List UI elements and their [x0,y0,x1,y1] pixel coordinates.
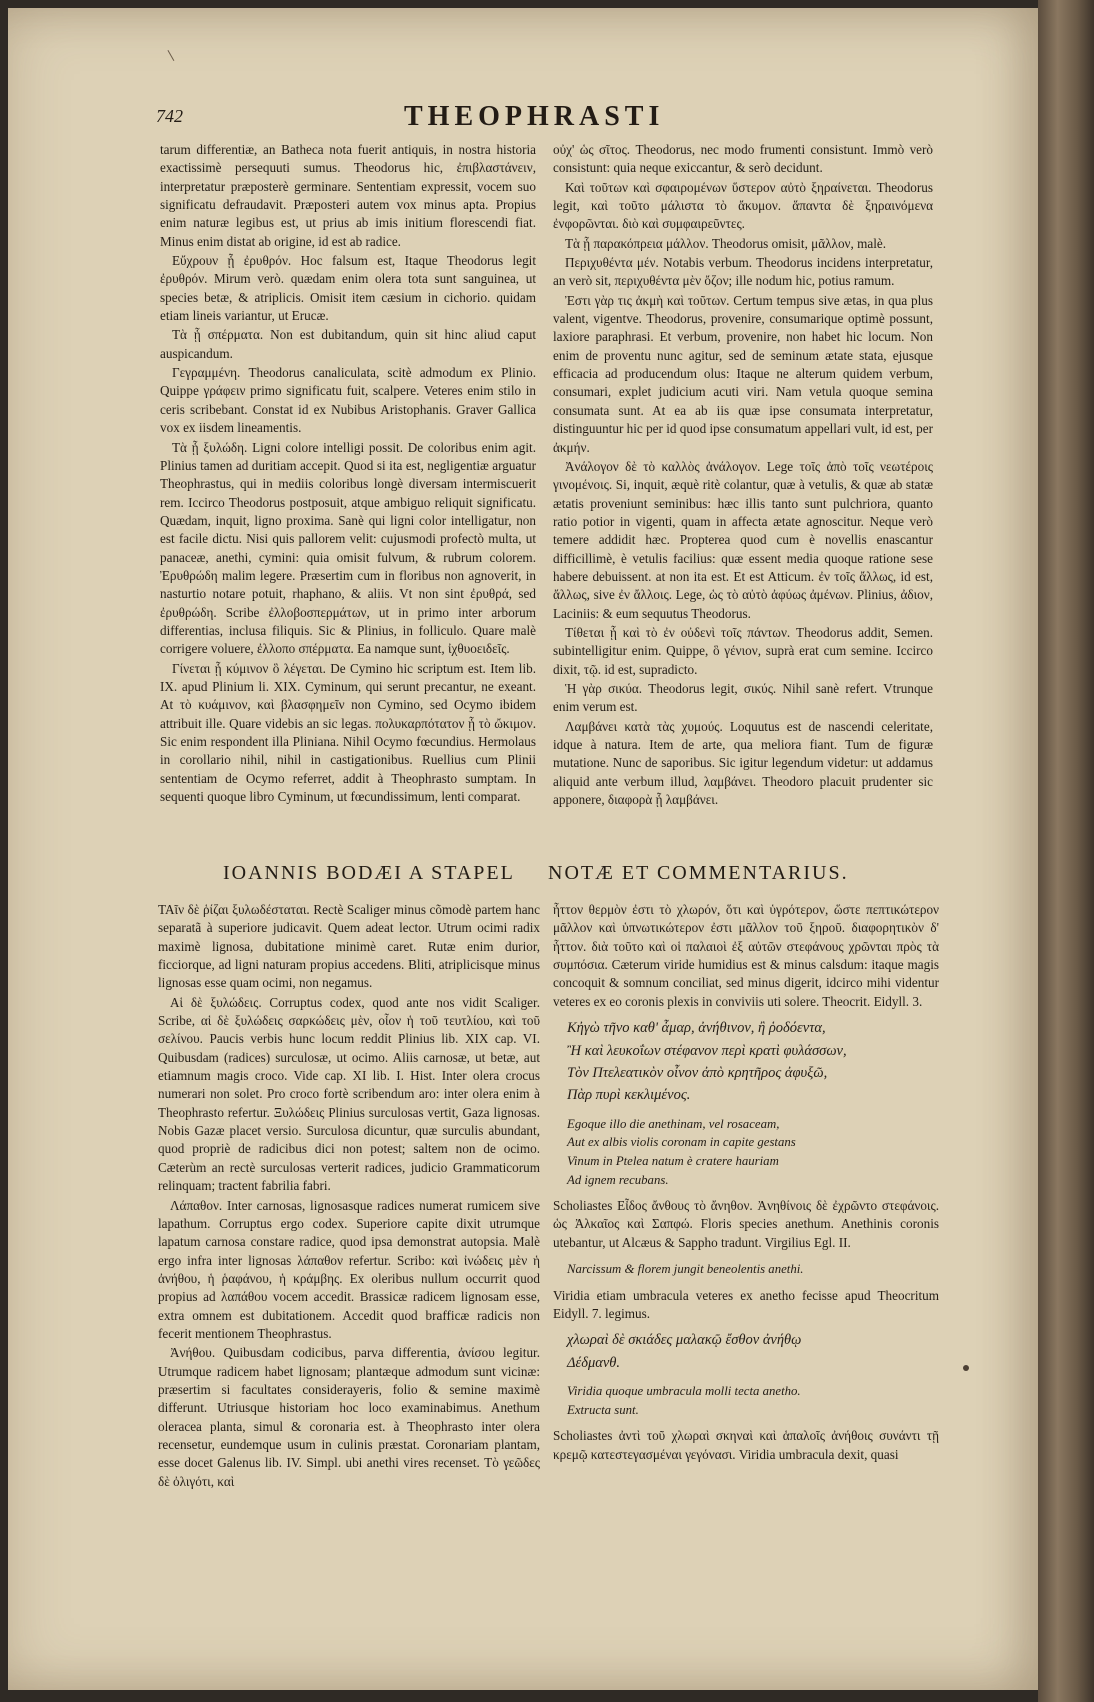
lower-right-column [553,901,939,1617]
latin-verse [567,1115,939,1189]
verse-line: Ad ignem recubans. [567,1172,669,1187]
paragraph: tarum differentiæ, an Batheca nota fuerit antiquis, in nostra historia exactissimè persequuti sumus. Theodorus hic, ἐπιβλαστάνειν, interpretatur præposterè germinare. Sententiam expressit, vocem suo significatu defraudavit. Præposteri autem vox minus apta. Propius enim naturæ legibus est, ut prius ab imis initium florescendi fiat. Minus enim distat ab origine, id est ab radice. [160,142,536,249]
paragraph: Ἐστι γὰρ τις ἀκμὴ καὶ τοῦτων. Certum tempus sive ætas, in qua plus valent, vigentve. Theodorus, provenire, consumarique optimè possunt, laxiore paraphrasi. Et verbum, provenire, non habet hic locum. Non enim de proventu nunc agitur, sed de seminum ætate stata, ejusque efficacia ad producendum olus: Itaque ne alterum quidem verbum, consumari, explet judicium acuti viri. Nam vetula quoque semina consumata sunt. At ea ab iis quæ ipse consumata interpretatur, distinguuntur hic per id quod ipse consumatum appellari vult, id est, per ἀκμήν. [553,292,933,455]
verse-line: Τὸν Πτελεατικὸν οἶνον ἀπὸ κρητῆρος ἀφυξῶ, [567,1065,828,1081]
page-number: 742 [156,106,183,126]
verse-line: χλωραὶ δὲ σκιάδες μαλακῷ ἔσθον ἀνήθῳ [567,1332,802,1349]
book-page [8,8,1046,1690]
verse-line: Extructa sunt. [567,1402,639,1417]
latin-verse [567,1260,939,1279]
paragraph: Ἡ γὰρ σικύα. Theodorus legit, σικύς. Nihil sanè refert. Vtrunque enim verum est. [553,680,933,715]
verse-line: Viridia quoque umbracula molli tecta anetho. [567,1384,801,1399]
running-head: THEOPHRASTI [404,101,665,132]
paragraph: Viridia etiam umbracula veteres ex anetho fecisse apud Theocritum Eidyll. 7. legimus. [553,1287,939,1322]
verse-line: Κἠγὼ τῆνο καθ' ἆμαρ, ἀνήθινον, ἢ ῥοδόεντα, [567,1020,826,1037]
greek-verse [567,1329,939,1374]
ink-spot [963,1365,969,1371]
upper-left-column [160,141,536,853]
paragraph: Ἀνάλογον δὲ τὸ καλλὸς ἀνάλογον. Lege τοῖς ἀπὸ τοῖς νεωτέροις γινομένοις. Si, inquit, æquè ritè colantur, quæ à vetulis, & quæ ab statæ ætatis proveniunt seminibus: hæc illis tanto sunt pulchriora, quanto ratio potior in vigenti, quam in affecta ætate agnoscitur. Neque verò temere addidit hæc. Propterea quod cum è novellis enascantur difficillimè, è vetulis facilius: quæ essent media quoque ratione sese habere debuissent. at non ita est. Et est Atticum. ἐν τοῖς ἄλλως, id est, ἄλλως, sive ἐν ἄλλοις. Lege, ὡς τὸ αὐτὸ ἀφύως ἀμένων. Plinius, ἀδιον, Laciniis: & eum sequutus Theodorus. [553,458,933,621]
paragraph: Αἱ δὲ ξυλώδεις. Corruptus codex, quod ante nos vidit Scaliger. Scribe, αἱ δὲ ξυλώδεις σαρκώδεις μὲν, οἷον ἡ τοῦ τευτλίου, καὶ τοῦ σελίνου. Paucis verbis hunc locum reddit Plinius lib. XIX cap. VI. Quibusdam (radices) surculosæ, ut ocimo. Aliis carnosæ, ut betæ, aut etiamnum magis croco. Vide cap. XI lib. I. Hist. Inter olera crocus numerari non solet. Pro croco fortè scribendum aro: inter olera enim à Theophrasto refertur. Ξυλώδεις Plinius surculosas vertit, Gaza lignosas. Nobis Gazæ placet versio. Surculosa dicuntur, quæ surculis abundant, quod propriè de radicibus dici non potest; saltem non de ocimo. Cæterùm an rectè surculosas verterit radices, judicio Grammaticorum relinquam; tractent fabrilia fabri. [158,994,540,1194]
paragraph: Scholiastes Εἶδος ἄνθους τὸ ἄνηθον. Ἀνηθίνοις δὲ ἐχρῶντο στεφάνοις. ὡς Ἀλκαῖος καὶ Σαπφώ. Floris species anethum. Anethinis coronis utebantur, ut Alcæus & Sappho tradunt. Virgilius Egl. II. [553,1198,939,1250]
paragraph: Τὰ ᾗ παρακόπρεια μάλλον. Theodorus omisit, μᾶλλον, malè. [565,235,887,251]
paragraph: Τίθεται ᾗ καὶ τὸ ἐν οὐδενὶ τοῖς πάντων. Theodorus addit, Semen. subintelligitur enim. Quippe, ὃ γένιον, suprà erat cum semine. Iccirco dixit, τῷ. id est, supradicto. [553,624,933,677]
paragraph: Καὶ τοῦτων καὶ σφαιρομένων ὕστερον αὐτὸ ξηραίνεται. Theodorus legit, καὶ τοῦτο μάλιστα τὸ ἄκυμον. ἅπαντα δὲ ξηραινόμενα ἐνφορῶνται. διὸ καὶ συμφαιρεῦντες. [553,179,933,232]
commentary-heading-title: NOTÆ ET COMMENTARIUS. [548,862,849,884]
greek-verse [567,1017,939,1107]
verse-line: Ἢ καὶ λευκοΐων στέφανον περὶ κρατὶ φυλάσσων, [567,1042,847,1059]
lower-left-column [158,901,540,1617]
upper-right-column [553,141,933,853]
verse-line: Egoque illo die anethinam, vel rosaceam, [567,1116,780,1131]
paragraph: Περιχυθέντα μέν. Notabis verbum. Theodorus incidens interpretatur, an verò sit, περιχυθέντα μὲν ὄζον; ille nodum hic, potius ramum. [553,255,933,289]
book-binding [1038,0,1094,1702]
paragraph: Λάπαθον. Inter carnosas, lignosasque radices numerat rumicem sive lapathum. Corruptus ergo codex. Superiore capite dixit utrumque lapatum carnosa constare radice, quod ipsa demonstrat autopsia. Malè ergo infra inter lignosas λάπαθον refertur. Scribo: καὶ ἰνώδεις μὲν ἡ ἀνήθου, ἡ ῥαφάνου, ἡ κράμβης. Ex oleribus nullum occurrit quod propius ad λαπάθου vocem accedit. Brassicæ radicem lignosam esse, extra omnem est dubitationem. Accedit quod brafficæ radicis non fecerit mentionem Theophrastus. [158,1197,540,1341]
commentary-heading-author: IOANNIS BODÆI A STAPEL [223,862,515,884]
paragraph: Scholiastes ἀντὶ τοῦ χλωραὶ σκηναὶ καὶ ἁπαλοῖς ἀνήθοις συνάντι τῇ κρεμῷ κατεστεγασμέναι γεγόνασι. Viridia umbracula dexit, quasi [553,1428,939,1462]
paragraph: Γίνεται ᾗ κύμινον ὃ λέγεται. De Cymino hic scriptum est. Item lib. IX. apud Plinium li. XIX. Cyminum, qui serunt precantur, ne exeant. At τὸ κυάμινον, καὶ βλασφημεῖν non Cymino, sed Ocymo ibidem attribuit ille. Quare videbis an sic legas. πολυκαρπότατον ᾗ τὸ ὤκιμον. Sic enim respondent illa Pliniana. Nihil Ocymo fœcundius. Hermolaus in corollario nihil, nihil in castigationibus. Ruellius cum Plinii sententiam de Ocymo referret, addit à Theophrasto sumptam. In sequenti quoque libro Cyminum, ut fœcundissimum, lenti comparat. [160,660,536,805]
paragraph: Ἀνήθου. Quibusdam codicibus, parva differentia, ἀνίσου legitur. Utrumque radicem habet lignosam; plantæque admodum sunt vicinæ: præsertim si facultates considerayeris, folio & semine maximè differunt. Utriusque historiam hoc loco examinabimus. Anethum oleracea planta, simul & coronaria est. à Theophrasto inter olera recensetur, eundemque usum in culinis præstat. Coronariam plantam, esse docet Galenus lib. IV. Simpl. ubi anethi vires recenset. Τὸ γεῶδες δὲ ὀλιγότι, καὶ [158,1345,540,1489]
paragraph: οὐχ' ὡς σῖτος. Theodorus, nec modo frumenti consistunt. Immò verò consistunt: quia neque exiccantur, & serò decidunt. [553,142,933,176]
latin-verse [567,1382,939,1419]
verse-line: Πὰρ πυρὶ κεκλιμένος. [567,1087,691,1104]
verse-line: Narcissum & florem jungit beneolentis anethi. [567,1262,804,1277]
paragraph: Τὰ ᾗ ξυλώδη. Ligni colore intelligi possit. De coloribus enim agit. Plinius tamen ad duritiam accepit. Quod si ita est, negligentiæ arguatur Theophrastus, qui in mediis coloribus longè diversam intermiscuerit rem. Iccirco Theodorus postposuit, atque ambiguo reliquit significatu. Quædam, inquit, ligno proxima. Sanè qui ligni color intelligatur, non est facile dictu. Nisi quis pallorem velit: cujusmodi profectò multa, ut panaceæ, anethi, cymini: quia omisit fulvum, & rubrum colorem. Ἐρυθρώδη malim legere. Præsertim cum in floribus non agnoverit, in nasturtio notare potuit, rhaphano, & aliis. Vt non sint ἐρυθρά, sed ἐρυθρώδη. Scribe ἐλλοβοσπερμάτων, ut in primo inter arborum differentias, inclusa filiquis. Sic & Plinius, in folliculo. Quare malè corrigere voluere, ἐλλοπο σπέρματα. Ea namque sunt, ἰχθυοειδεῖς. [160,439,536,657]
paragraph: ΤΑῖν δὲ ῥίζαι ξυλωδέσταται. Rectè Scaliger minus cõmodè partem hanc separatã à superiore judicavit. Quem adeat lector. Utrum ocimi radix maximè lignosa, dubitatione minimè caret. Rutæ enim durior, ficciorque, ad ligni naturam propius accedens. Bliti, atriplicisque minus lignosas esse quam ocimi, non negamus. [158,902,540,991]
pencil-mark [167,47,179,61]
paragraph: Τὰ ᾗ σπέρματα. Non est dubitandum, quin sit hinc aliud caput auspicandum. [160,327,536,361]
verse-line: Δέδμανθ. [567,1354,621,1371]
paragraph: Γεγραμμένη. Theodorus canaliculata, scitè admodum ex Plinio. Quippe γράφειν primo significatu fuit, scalpere. Veteres enim stilo in ceris scribebant. Constat id ex Nubibus Aristophanis. Graver Gallica vox ex iisdem lineamentis. [160,365,536,436]
paragraph: Εὔχρουν ᾗ ἐρυθρόν. Hoc falsum est, Itaque Theodorus legit ἐρυθρόν. Mirum verò. quædam enim olera tota sunt sanguinea, ut species betæ, & atriplicis. Omisit item cæsium in cichorio. quidam etiam lineis variantur, ut Erucæ. [160,253,536,324]
verse-line: Aut ex albis violis coronam in capite gestans [567,1135,796,1150]
paragraph: ἧττον θερμὸν ἐστι τὸ χλωρόν, ὅτι καὶ ὑγρότερον, ὥστε πεπτικώτερον μᾶλλον καὶ ὑπνωτικώτερον ἐστι μᾶλλον τοῦ ξηροῦ. διαφορητικὸν δ' ἧττον. διὰ τοῦτο καὶ οἱ παλαιοὶ ἐξ αὐτῶν στεφάνους χρῶνται πρὸς τὰ συμπόσια. Cæterum viride humidius est & minus calsdum: itaque magis concoquit & somnum conciliat, sed minus digerit, idcirco mihi videntur veteres ex eo coronis plexis in conviviis uti solere. Theocrit. Eidyll. 3. [553,902,939,1009]
paragraph: Λαμβάνει κατὰ τὰς χυμούς. Loquutus est de nascendi celeritate, idque à natura. Item de arte, qua meliora fiant. Tum de figuræ mutatione. Nunc de saporibus. Sic igitur legendum videtur: ut addamus aliquid ante verbum illud, λαμβάνει. Theodoro placuit prudenter sic apponere, διαφορὰ ᾗ λαμβάνει. [553,718,933,808]
verse-line: Vinum in Ptelea natum è cratere hauriam [567,1154,779,1169]
